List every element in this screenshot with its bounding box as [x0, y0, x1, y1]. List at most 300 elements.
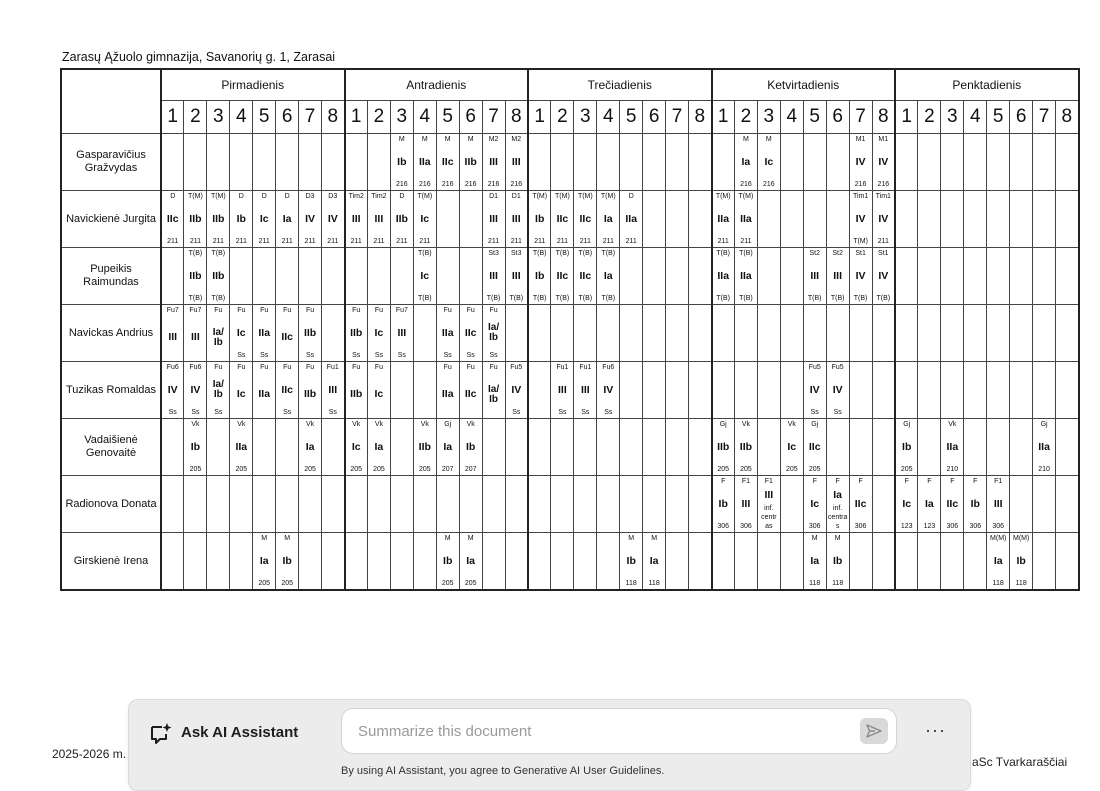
period-number: 8	[1056, 101, 1079, 134]
lesson-cell	[849, 248, 872, 305]
class-group: IIc	[946, 497, 959, 510]
lesson-cell	[1056, 134, 1079, 191]
subject-code: Vk	[420, 421, 429, 428]
subject-code: M2	[511, 136, 522, 143]
lesson-cell	[712, 476, 735, 533]
lesson-cell	[367, 305, 390, 362]
subject-code: M	[834, 535, 841, 542]
room-number: 205	[235, 466, 248, 473]
room-number: 306	[992, 523, 1005, 530]
lesson-cell	[826, 419, 849, 476]
lesson-cell	[1010, 533, 1033, 591]
subject-code: Fu	[443, 307, 452, 314]
lesson-cell	[482, 419, 505, 476]
class-group: IV	[190, 383, 201, 396]
lesson-cell	[345, 191, 368, 248]
lesson-cell	[826, 134, 849, 191]
lesson-cell	[941, 305, 964, 362]
room-number: Ss	[581, 409, 590, 416]
teacher-name: Navickienė Jurgita	[61, 191, 161, 248]
subject-code: St1	[878, 250, 889, 257]
room-number: 211	[488, 238, 500, 245]
subject-code: Fu	[260, 307, 269, 314]
subject-code: T(B)	[601, 250, 616, 257]
room-number: 211	[510, 238, 522, 245]
subject-code: Vk	[191, 421, 200, 428]
class-group: III	[351, 212, 361, 225]
period-number: 1	[345, 101, 368, 134]
room-number: 211	[373, 238, 385, 245]
period-number: 4	[964, 101, 987, 134]
class-group: IIc	[464, 326, 477, 339]
lesson-cell	[1010, 248, 1033, 305]
lesson-cell	[620, 305, 643, 362]
class-group: Ic	[374, 326, 384, 339]
subject-code: F1	[741, 478, 750, 485]
lesson-cell	[941, 248, 964, 305]
lesson-cell	[482, 248, 505, 305]
lesson-cell	[689, 248, 712, 305]
subject-code: Vk	[948, 421, 957, 428]
class-group: Ic	[351, 440, 361, 453]
room-number: 216	[763, 181, 775, 188]
lesson-cell	[161, 419, 184, 476]
class-group: Ic	[420, 269, 430, 282]
lesson-cell	[780, 305, 803, 362]
lesson-cell	[184, 533, 207, 591]
subject-code: Tim2	[348, 193, 364, 200]
lesson-cell	[872, 191, 895, 248]
subject-code: St2	[832, 250, 843, 257]
lesson-cell	[849, 419, 872, 476]
class-group: IIb	[189, 212, 202, 225]
lesson-cell	[345, 419, 368, 476]
class-group: Ia	[282, 212, 292, 225]
lesson-cell	[299, 362, 322, 419]
lesson-cell	[643, 362, 666, 419]
lesson-cell	[734, 419, 757, 476]
class-group: IV	[327, 212, 338, 225]
class-group: III	[489, 155, 498, 168]
room-number: 205	[189, 466, 202, 473]
room-number: 211	[419, 238, 431, 245]
lesson-cell	[780, 191, 803, 248]
lesson-cell	[620, 248, 643, 305]
lesson-cell	[964, 362, 987, 419]
lesson-cell	[849, 533, 872, 591]
subject-code: Fu	[466, 307, 475, 314]
room-number: Ss	[374, 352, 383, 359]
lesson-cell	[436, 248, 459, 305]
class-group: Ib	[626, 554, 636, 567]
period-number: 8	[322, 101, 345, 134]
lesson-cell	[895, 533, 918, 591]
lesson-cell	[230, 191, 253, 248]
lesson-cell	[184, 191, 207, 248]
lesson-cell	[436, 191, 459, 248]
lesson-cell	[230, 419, 253, 476]
subject-code: D	[284, 193, 290, 200]
class-group: IIa	[717, 212, 730, 225]
lesson-cell	[872, 134, 895, 191]
room-number: 211	[304, 238, 316, 245]
class-group: Ic	[236, 388, 246, 400]
ai-disclaimer: By using AI Assistant, you agree to Generative AI User Guidelines.	[341, 765, 665, 777]
class-group: Ic	[420, 212, 430, 225]
class-group: IIc	[166, 212, 179, 225]
lesson-cell	[987, 362, 1010, 419]
room-number: Ss	[214, 409, 223, 416]
teacher-row	[61, 134, 1079, 191]
lesson-cell	[436, 533, 459, 591]
subject-code: Fu	[306, 364, 315, 371]
subject-code: F	[812, 478, 817, 485]
lesson-cell	[620, 419, 643, 476]
lesson-cell	[551, 419, 574, 476]
teacher-name: Radionova Donata	[61, 476, 161, 533]
class-group: III	[833, 269, 843, 282]
lesson-cell	[345, 248, 368, 305]
lesson-cell	[1056, 362, 1079, 419]
class-group: IIa	[235, 440, 248, 453]
lesson-cell	[184, 419, 207, 476]
room-number: Ss	[260, 352, 269, 359]
lesson-cell	[1010, 419, 1033, 476]
subject-code: D3	[305, 193, 315, 200]
period-number: 1	[895, 101, 918, 134]
room-number: 205	[808, 466, 821, 473]
ai-prompt-input[interactable]	[341, 708, 897, 754]
period-number: 1	[161, 101, 184, 134]
room-number: Ss	[397, 352, 406, 359]
subject-code: F1	[764, 478, 773, 485]
lesson-cell	[299, 134, 322, 191]
lesson-cell	[1010, 191, 1033, 248]
lesson-cell	[964, 134, 987, 191]
room-number: 205	[258, 580, 271, 587]
class-group: IIa	[740, 212, 752, 225]
subject-code: Fu7	[166, 307, 179, 314]
class-group: IIb	[303, 388, 317, 400]
subject-code: Gj	[1040, 421, 1048, 428]
room-number: 216	[854, 181, 867, 188]
subject-code: Fu	[489, 307, 498, 314]
lesson-cell	[964, 248, 987, 305]
lesson-cell	[643, 305, 666, 362]
class-group: IIa	[1038, 440, 1050, 453]
subject-code: M	[398, 136, 405, 143]
lesson-cell	[803, 248, 826, 305]
class-group: Ia	[810, 554, 820, 567]
lesson-cell	[620, 191, 643, 248]
ai-chat-sparkle-icon	[149, 722, 173, 744]
day-header: Antradienis	[345, 69, 529, 101]
period-number: 3	[574, 101, 597, 134]
class-group: IV	[878, 212, 889, 225]
lesson-cell	[230, 476, 253, 533]
room-number: 211	[212, 238, 224, 245]
class-group: III	[993, 497, 1003, 510]
lesson-cell	[597, 419, 620, 476]
room-number: 205	[304, 466, 316, 473]
class-group: IIa	[418, 155, 431, 168]
subject-code: Fu5	[808, 364, 821, 371]
lesson-cell	[1056, 248, 1079, 305]
teacher-row	[61, 476, 1079, 533]
subject-code: Fu	[352, 364, 361, 371]
lesson-cell	[505, 191, 528, 248]
subject-code: D	[261, 193, 267, 200]
lesson-cell	[849, 191, 872, 248]
lesson-cell	[207, 362, 230, 419]
day-header-row	[61, 69, 1079, 101]
subject-code: Fu7	[189, 307, 202, 314]
room-number: 205	[350, 466, 363, 473]
room-number: 211	[327, 238, 339, 245]
lesson-cell	[184, 476, 207, 533]
class-group: Ia	[833, 488, 843, 501]
room-number: 211	[396, 238, 408, 245]
room-number: Ss	[352, 352, 361, 359]
class-group: IV	[855, 269, 866, 282]
teacher-name: Navickas Andrius	[61, 305, 161, 362]
corner-cell	[61, 69, 161, 134]
room-number: 216	[877, 181, 890, 188]
subject-code: F	[904, 478, 909, 485]
subject-code: D	[170, 193, 176, 200]
room-number: 306	[717, 523, 730, 530]
room-number: 123	[900, 523, 913, 530]
lesson-cell	[780, 134, 803, 191]
lesson-cell	[666, 476, 689, 533]
lesson-cell	[964, 533, 987, 591]
class-group: IIb	[350, 388, 363, 400]
send-button[interactable]	[860, 718, 888, 744]
lesson-cell	[551, 533, 574, 591]
room-number: T(B)	[486, 295, 501, 302]
subject-code: T(B)	[555, 250, 570, 257]
lesson-cell	[964, 476, 987, 533]
class-group: IIb	[350, 326, 363, 339]
subject-code: Fu7	[395, 307, 408, 314]
lesson-cell	[207, 134, 230, 191]
room-number: Ss	[512, 409, 521, 416]
subject-code: M	[628, 535, 635, 542]
lesson-cell	[253, 191, 276, 248]
room-number: 118	[992, 580, 1004, 587]
subject-code: F1	[994, 478, 1003, 485]
lesson-cell	[413, 191, 436, 248]
lesson-cell	[918, 419, 941, 476]
lesson-cell	[1056, 533, 1079, 591]
room-number: 211	[579, 238, 591, 245]
period-number: 4	[780, 101, 803, 134]
lesson-cell	[574, 191, 597, 248]
subject-code: T(B)	[188, 250, 203, 257]
more-options-button[interactable]: ···	[925, 720, 946, 740]
subject-code: Vk	[741, 421, 750, 428]
lesson-cell	[987, 305, 1010, 362]
lesson-cell	[1033, 362, 1056, 419]
lesson-cell	[1033, 419, 1056, 476]
class-group: III	[511, 212, 521, 225]
lesson-cell	[597, 476, 620, 533]
class-group: IIc	[556, 269, 569, 282]
class-group: Ib	[397, 155, 407, 168]
lesson-cell	[826, 476, 849, 533]
lesson-cell	[941, 362, 964, 419]
class-group: Ia	[925, 497, 934, 510]
lesson-cell	[872, 248, 895, 305]
room-number: 306	[854, 523, 867, 530]
lesson-cell	[367, 419, 390, 476]
lesson-cell	[253, 476, 276, 533]
subject-code: Fu6	[166, 364, 179, 371]
subject-code: F	[835, 478, 840, 485]
lesson-cell	[345, 533, 368, 591]
room-number: Ss	[833, 409, 842, 416]
lesson-cell	[666, 533, 689, 591]
class-group: IV	[305, 212, 316, 225]
class-group: III	[558, 383, 567, 396]
subject-code: St3	[511, 250, 522, 257]
lesson-cell	[803, 533, 826, 591]
lesson-cell	[276, 134, 299, 191]
lesson-cell	[757, 248, 780, 305]
lesson-cell	[895, 419, 918, 476]
lesson-cell	[895, 248, 918, 305]
lesson-cell	[230, 248, 253, 305]
room-number: T(B)	[876, 295, 891, 302]
subject-code: M	[444, 136, 451, 143]
lesson-cell	[780, 533, 803, 591]
subject-code: Gj	[719, 421, 727, 428]
lesson-cell	[276, 476, 299, 533]
lesson-cell	[276, 248, 299, 305]
lesson-cell	[918, 191, 941, 248]
teacher-row	[61, 305, 1079, 362]
period-number: 8	[505, 101, 528, 134]
lesson-cell	[918, 476, 941, 533]
lesson-cell	[345, 305, 368, 362]
subject-code: Fu	[260, 364, 269, 371]
class-group: IIa	[441, 326, 454, 339]
teacher-name: Tuzikas Romaldas	[61, 362, 161, 419]
lesson-cell	[482, 476, 505, 533]
subject-code: Fu	[489, 364, 498, 371]
lesson-cell	[597, 533, 620, 591]
room-number: 211	[740, 238, 752, 245]
subject-code: Vk	[787, 421, 796, 428]
lesson-cell	[390, 419, 413, 476]
lesson-cell	[505, 248, 528, 305]
subject-code: T(M)	[417, 193, 433, 200]
room-number: T(B)	[739, 295, 753, 302]
class-group: IIa	[258, 388, 271, 400]
lesson-cell	[1056, 305, 1079, 362]
period-number: 5	[436, 101, 459, 134]
lesson-cell	[528, 134, 551, 191]
period-number: 7	[666, 101, 689, 134]
lesson-cell	[322, 305, 345, 362]
subject-code: T(B)	[716, 250, 731, 257]
class-group: Ic	[764, 155, 774, 168]
subject-code: T(M)	[715, 193, 731, 200]
lesson-cell	[528, 305, 551, 362]
lesson-cell	[712, 419, 735, 476]
class-group: Ic	[902, 497, 912, 510]
lesson-cell	[849, 134, 872, 191]
room-number: 207	[441, 466, 454, 473]
lesson-cell	[918, 134, 941, 191]
subject-code: Fu	[374, 364, 383, 371]
subject-code: Vk	[306, 421, 315, 428]
room-number: 216	[464, 181, 477, 188]
class-group: Ib	[832, 554, 843, 567]
lesson-cell	[436, 305, 459, 362]
subject-code: Vk	[466, 421, 475, 428]
class-group: Ia	[603, 269, 613, 282]
lesson-cell	[918, 305, 941, 362]
room-number: 211	[717, 238, 729, 245]
lesson-cell	[757, 362, 780, 419]
class-group: IIc	[854, 497, 867, 510]
class-group: Ia/ Ib	[212, 379, 224, 400]
lesson-cell	[505, 533, 528, 591]
day-header: Ketvirtadienis	[712, 69, 896, 101]
lesson-cell	[803, 419, 826, 476]
lesson-cell	[230, 305, 253, 362]
lesson-cell	[207, 533, 230, 591]
room-number: 205	[441, 580, 454, 587]
lesson-cell	[734, 533, 757, 591]
room-number: 118	[648, 580, 660, 587]
lesson-cell	[987, 191, 1010, 248]
subject-code: T(B)	[211, 250, 226, 257]
lesson-cell	[436, 419, 459, 476]
room-number: 205	[281, 580, 293, 587]
lesson-cell	[551, 476, 574, 533]
class-group: IV	[878, 269, 889, 282]
lesson-cell	[1010, 305, 1033, 362]
subject-code: T(M)	[738, 193, 754, 200]
subject-code: T(B)	[739, 250, 753, 257]
lesson-cell	[322, 134, 345, 191]
subject-code: Fu	[374, 307, 383, 314]
room-number: 118	[625, 580, 637, 587]
lesson-cell	[207, 248, 230, 305]
lesson-cell	[803, 362, 826, 419]
lesson-cell	[941, 476, 964, 533]
subject-code: Fu	[306, 307, 315, 314]
class-group: Ic	[787, 440, 797, 453]
lesson-cell	[253, 362, 276, 419]
lesson-cell	[597, 191, 620, 248]
teacher-row	[61, 191, 1079, 248]
subject-code: D	[238, 193, 244, 200]
lesson-cell	[459, 533, 482, 591]
lesson-cell	[161, 191, 184, 248]
room-number: Ss	[283, 409, 292, 416]
room-number: T(M)	[853, 238, 868, 245]
subject-code: Fu	[237, 364, 246, 371]
lesson-cell	[918, 362, 941, 419]
class-group: Ib	[465, 440, 476, 453]
lesson-cell	[436, 362, 459, 419]
lesson-cell	[413, 248, 436, 305]
lesson-cell	[964, 419, 987, 476]
lesson-cell	[895, 362, 918, 419]
